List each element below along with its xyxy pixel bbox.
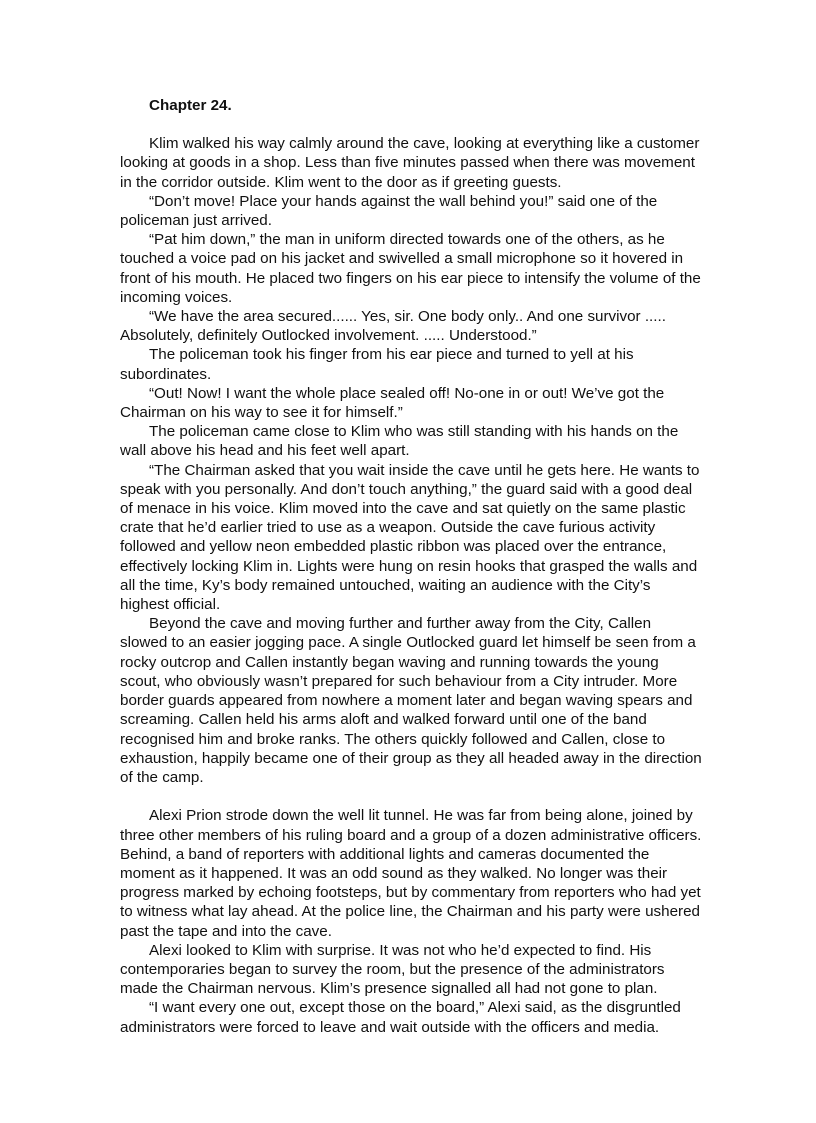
paragraph: “I want every one out, except those on the board,” Alexi said, as the disgruntled administrators were forced to leave and wait outside with the officers and media. — [120, 999, 681, 1036]
paragraph: “We have the area secured...... Yes, sir. One body only.. And one survivor ..... Absolutely, definitely Outlocked involvement. ..... Understood.” — [120, 308, 666, 345]
paragraph: “Don’t move! Place your hands against the wall behind you!” said one of the policeman just arrived. — [120, 192, 658, 230]
paragraph: “Pat him down,” the man in uniform directed towards one of the others, as he touched a voice pad on his jacket and swivelled a small microphone so it hovered in front of his mouth. He placed two fingers on his ear piece to intensify the volume of the incoming voices. — [120, 231, 701, 306]
paragraph: Beyond the cave and moving further and further away from the City, Callen slowed to an easier jogging pace. A single Outlocked guard let himself be seen from a rocky outcrop and Callen instantly began waving and running towards the young scout, who obviously wasn’t prepared for such behaviour from a City intruder. More border guards appeared from nowhere a moment later and began waving spears and screaming. Callen held his arms aloft and walked forward until one of the band recognised him and broke ranks. The others quickly followed and Callen, close to exhaustion, happily became one of their group as they all headed away in the direction of the camp. — [120, 615, 702, 786]
paragraph: The policeman took his finger from his ear piece and turned to yell at his subordinates. — [120, 346, 634, 383]
chapter-body — [120, 96, 702, 1037]
paragraph: Alexi looked to Klim with surprise. It was not who he’d expected to find. His contemporaries began to survey the room, but the presence of the administrators made the Chairman nervous. Klim’s presence signalled all had not gone to plan. — [120, 941, 665, 998]
chapter-title: Chapter 24. — [149, 97, 232, 114]
paragraph: Alexi Prion strode down the well lit tunnel. He was far from being alone, joined by three other members of his ruling board and a group of a dozen administrative officers. Behind, a band of reporters with additional lights and cameras documented the moment as it happened. It was an odd sound as they walked. No longer was their progress marked by echoing footsteps, but by commentary from reporters who had yet to witness what lay ahead. At the police line, the Chairman and his party were ushered past the tape and into the cave. — [120, 807, 702, 940]
paragraph: “The Chairman asked that you wait inside the cave until he gets here. He wants to speak with you personally. And don’t touch anything,” the guard said with a good deal of menace in his voice. Klim moved into the cave and sat quietly on the same plastic crate that he’d earlier tried to use as a weapon. Outside the cave furious activity followed and yellow neon embedded plastic ribbon was placed over the entrance, effectively locking Klim in. Lights were hung on resin hooks that grasped the walls and all the time, Ky’s body remained untouched, waiting an audience with the City’s highest official. — [120, 461, 700, 614]
paragraph: The policeman came close to Klim who was still standing with his hands on the wall above his head and his feet well apart. — [120, 423, 679, 460]
paragraph: Klim walked his way calmly around the cave, looking at everything like a customer looking at goods in a shop. Less than five minutes passed when there was movement in the corridor outside. Klim went to the door as if greeting guests. — [120, 135, 700, 191]
section-break — [120, 787, 702, 806]
paragraph: “Out! Now! I want the whole place sealed off! No-one in or out! We’ve got the Chairman on his way to see it for himself.” — [120, 384, 665, 422]
